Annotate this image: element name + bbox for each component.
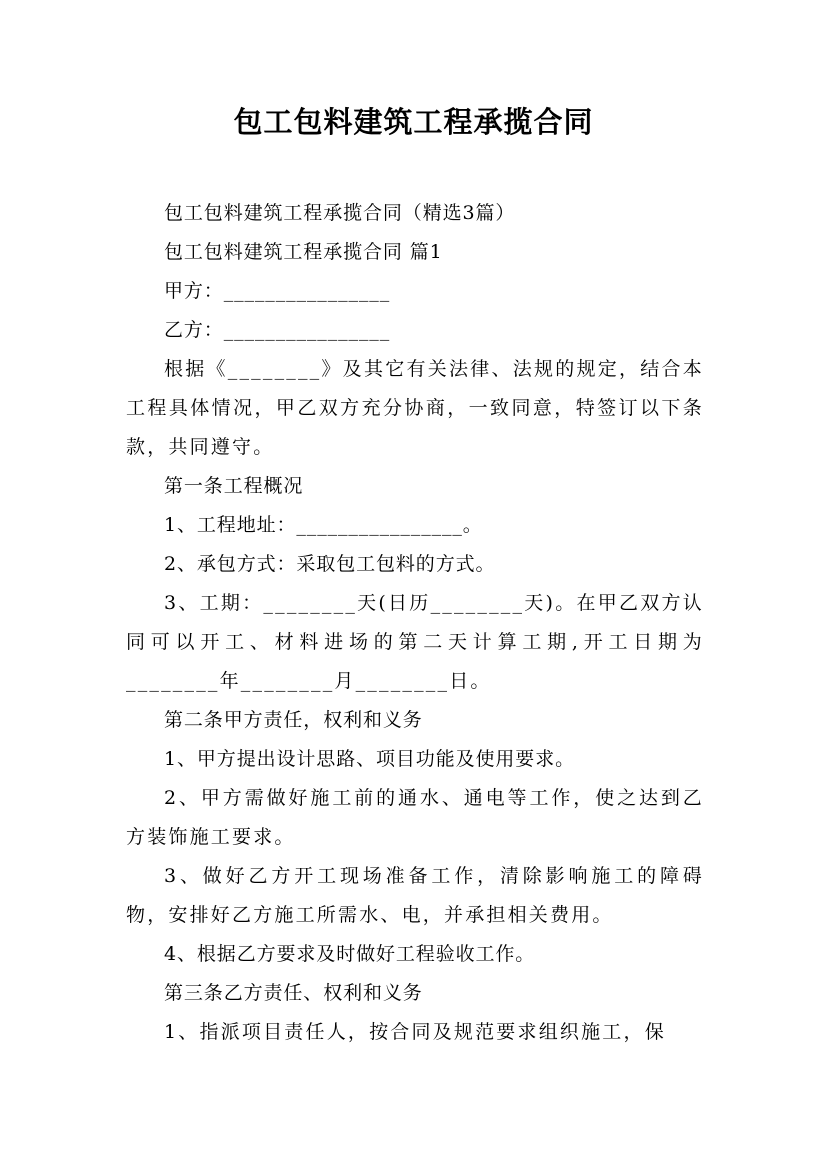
article-1-heading: 第一条工程概况 bbox=[164, 475, 304, 497]
party-a-line: 甲方：________________ bbox=[164, 280, 391, 302]
document-body bbox=[126, 194, 704, 1052]
article-2-item-3: 3、做好乙方开工现场准备工作，清除影响施工的障碍物，安排好乙方施工所需水、电，并承担相关费用。 bbox=[126, 865, 704, 926]
article-1-item-3: 3、工期：________天(日历________天)。在甲乙双方认同可以开工、材料进场的第二天计算工期,开工日期为________年________月________日。 bbox=[126, 592, 704, 692]
article-2-item-4: 4、根据乙方要求及时做好工程验收工作。 bbox=[164, 943, 536, 965]
article-2-item-2: 2、甲方需做好施工前的通水、通电等工作，使之达到乙方装饰施工要求。 bbox=[126, 787, 704, 848]
article-1-item-2: 2、承包方式：采取包工包料的方式。 bbox=[164, 553, 496, 575]
article-3-item-1: 1、指派项目责任人，按合同及规范要求组织施工，保 bbox=[164, 1021, 666, 1043]
document-title: 包工包料建筑工程承揽合同 bbox=[233, 105, 594, 139]
article-2-item-1: 1、甲方提出设计思路、项目功能及使用要求。 bbox=[164, 748, 575, 770]
article-3-heading: 第三条乙方责任、权利和义务 bbox=[164, 982, 423, 1004]
subtitle-paragraph: 包工包料建筑工程承揽合同（精选3篇） bbox=[164, 202, 516, 224]
party-b-line: 乙方：________________ bbox=[164, 319, 391, 341]
preamble-paragraph: 根据《________》及其它有关法律、法规的规定，结合本工程具体情况，甲乙双方充分协商，一致同意，特签订以下条款，共同遵守。 bbox=[126, 358, 704, 458]
article-2-heading: 第二条甲方责任，权利和义务 bbox=[164, 709, 423, 731]
article-1-item-1: 1、工程地址：________________。 bbox=[164, 514, 483, 536]
section-heading-part-1: 包工包料建筑工程承揽合同 篇1 bbox=[164, 241, 443, 263]
